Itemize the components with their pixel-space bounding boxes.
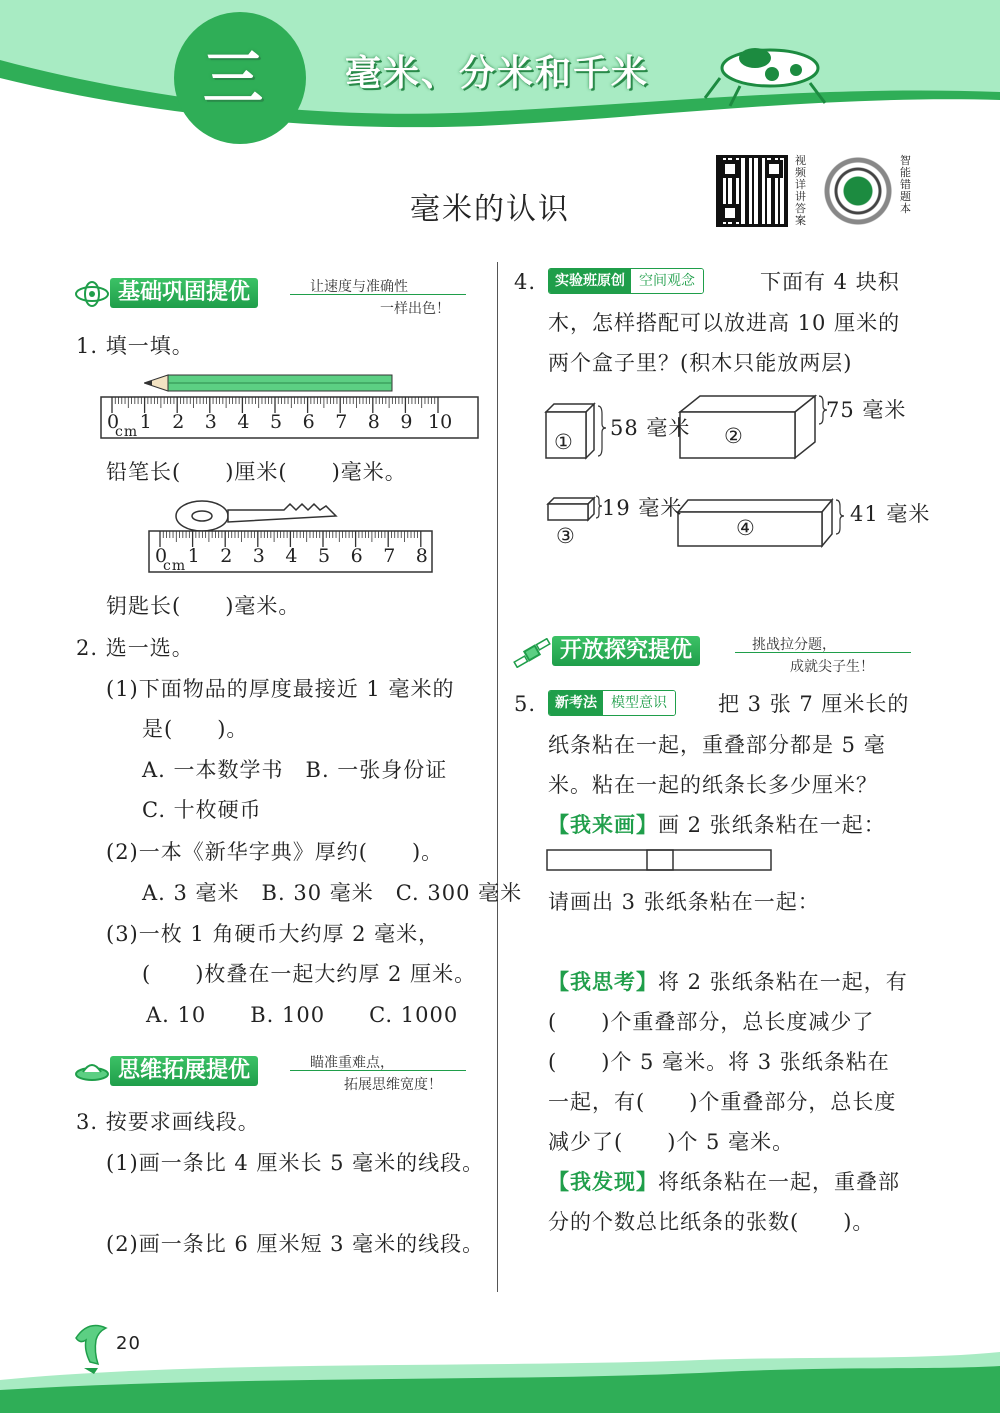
q2-p2: (2)一本《新华字典》厚约( )。: [106, 840, 444, 864]
ruler-unit: cm: [163, 558, 187, 574]
ruler-tick-label: 2: [220, 545, 233, 567]
q3-p2: (2)画一条比 6 厘米短 3 毫米的线段。: [106, 1232, 485, 1256]
ruler-tick-label: 6: [350, 545, 363, 567]
ruler-tick-label: 1: [139, 411, 152, 433]
block-2-label: ②: [724, 424, 744, 448]
q2-p3-options: A. 10 B. 100 C. 1000: [146, 1003, 459, 1027]
slogan-extend-2: 拓展思维宽度！: [344, 1077, 442, 1093]
q5-number: 5.: [514, 692, 537, 716]
q5-find-line2: 分的个数总比纸条的张数( )。: [548, 1210, 875, 1234]
chapter-title: 毫米、分米和千米: [345, 53, 650, 94]
q4-line2: 木，怎样搭配可以放进高 10 厘米的: [548, 311, 901, 335]
chapter-number: 三: [203, 44, 265, 114]
ruler-tick-label: 4: [237, 411, 250, 433]
q3-p1: (1)画一条比 4 厘米长 5 毫米的线段。: [106, 1151, 485, 1175]
q4-line1: 下面有 4 块积: [760, 270, 900, 294]
q5-line1: 把 3 张 7 厘米长的: [718, 692, 910, 716]
qr-code-mistakes[interactable]: [822, 155, 894, 227]
q2-title: 2. 选一选。: [76, 636, 194, 660]
q1-title: 1. 填一填。: [76, 334, 194, 358]
key-icon: [174, 498, 344, 534]
ruler-tick-label: 4: [285, 545, 298, 567]
block-3-label: ③: [556, 524, 576, 548]
slogan-basic-1: 让速度与准确性: [310, 279, 408, 295]
q2-p3-line2: ( )枚叠在一起大约厚 2 厘米。: [142, 962, 477, 986]
section-tag-basic: 基础巩固提优: [110, 278, 258, 308]
block-2-height: 75 毫米: [826, 398, 907, 422]
ruler-1: [100, 396, 480, 440]
block-1-height: 58 毫米: [610, 416, 691, 440]
qr-code-video[interactable]: [716, 155, 788, 227]
ruler-tick-label: 8: [367, 411, 380, 433]
section-tag-extend: 思维拓展提优: [110, 1056, 258, 1086]
think-label: 【我思考】: [548, 970, 658, 994]
ruler-tick-label: 2: [172, 411, 185, 433]
think-text-1: 将 2 张纸条粘在一起，有: [658, 970, 908, 994]
ruler-tick-label: 10: [428, 411, 453, 433]
key-length-line: 钥匙长( )毫米。: [106, 594, 301, 618]
q5-draw3-line: 请画出 3 张纸条粘在一起：: [548, 890, 820, 914]
draw-text: 画 2 张纸条粘在一起：: [658, 813, 886, 837]
q5-draw-line: [548, 811, 886, 839]
q5-line2: 纸条粘在一起，重叠部分都是 5 毫: [548, 733, 886, 757]
ruler-tick-label: 1: [187, 545, 200, 567]
block-4-label: ④: [736, 516, 756, 540]
q4-tag-b: 空间观念: [631, 269, 703, 293]
ruler-tick-label: 3: [204, 411, 217, 433]
spaceship-icon: [700, 28, 840, 108]
atom-icon: [74, 280, 110, 312]
satellite-icon: [512, 638, 552, 672]
q5-think-line1: [548, 968, 908, 996]
slogan-underline-2: [290, 1070, 466, 1071]
find-text-1: 将纸条粘在一起，重叠部: [658, 1170, 900, 1194]
pencil-length-line: 铅笔长( )厘米( )毫米。: [106, 460, 407, 484]
slogan-basic-2: 一样出色！: [380, 301, 450, 317]
qr2-caption: 智能错题本: [900, 154, 911, 215]
q5-think-line3: ( )个 5 毫米。将 3 张纸条粘在: [548, 1050, 890, 1074]
section-tag-explore: 开放探究提优: [552, 636, 700, 666]
ruler-tick-label: 0: [155, 545, 168, 567]
q2-p1-options-1: A. 一本数学书 B. 一张身份证: [142, 758, 448, 782]
q2-p1-line1: (1)下面物品的厚度最接近 1 毫米的: [106, 677, 455, 701]
q2-p3-line1: (3)一枚 1 角硬币大约厚 2 毫米，: [106, 922, 441, 946]
q5-find-line1: [548, 1168, 900, 1196]
block-3-height: 19 毫米: [602, 496, 683, 520]
q3-title: 3. 按要求画线段。: [76, 1110, 260, 1134]
q5-line3: 米。粘在一起的纸条长多少厘米？: [548, 773, 878, 797]
q2-p2-options: A. 3 毫米 B. 30 毫米 C. 300 毫米: [142, 881, 523, 905]
ruler-tick-label: 7: [335, 411, 348, 433]
q5-think-line5: 减少了( )个 5 毫米。: [548, 1130, 795, 1154]
slogan-underline-3: [735, 652, 911, 653]
ruler-tick-label: 8: [415, 545, 428, 567]
q2-p1-line2: 是( )。: [142, 717, 249, 741]
dolphin-icon: [68, 1318, 114, 1376]
find-label: 【我发现】: [548, 1170, 658, 1194]
q5-think-line4: 一起，有( )个重叠部分，总长度: [548, 1090, 897, 1114]
pencil-icon: [144, 372, 396, 394]
ruler-tick-label: 6: [302, 411, 315, 433]
ufo-icon: [74, 1058, 110, 1090]
slogan-extend-1: 瞄准重难点，: [310, 1055, 394, 1071]
q4-tag-a: 实验班原创: [549, 269, 631, 293]
q5-tag-b: 模型意识: [603, 691, 675, 715]
section-title: 毫米的认识: [410, 192, 570, 227]
ruler-tick-label: 3: [252, 545, 265, 567]
block-1-label: ①: [554, 430, 574, 454]
page-number: 20: [116, 1333, 141, 1354]
slogan-explore-1: 挑战拉分题，: [752, 637, 836, 653]
qr1-caption: 视频详讲答案: [795, 154, 806, 227]
q2-p1-options-2: C. 十枚硬币: [142, 798, 262, 822]
slogan-explore-2: 成就尖子生！: [790, 659, 874, 675]
q5-tag: [548, 690, 676, 716]
q5-tag-a: 新考法: [549, 691, 603, 715]
column-divider: [497, 262, 498, 1292]
q4-line3: 两个盒子里？(积木只能放两层): [548, 351, 853, 375]
ruler-tick-label: 7: [383, 545, 396, 567]
q5-think-line2: ( )个重叠部分，总长度减少了: [548, 1010, 875, 1034]
ruler-tick-label: 9: [400, 411, 413, 433]
draw-label: 【我来画】: [548, 813, 658, 837]
block-4-height: 41 毫米: [850, 502, 931, 526]
ruler-tick-label: 5: [318, 545, 331, 567]
footer-wave: [0, 1340, 1000, 1413]
slogan-underline: [290, 294, 466, 295]
q4-tag: [548, 268, 704, 294]
ruler-tick-label: 5: [270, 411, 283, 433]
q4-number: 4.: [514, 270, 537, 294]
ruler-tick-label: 0: [107, 411, 120, 433]
ruler-unit: cm: [115, 424, 139, 440]
two-strips-drawing: [546, 848, 774, 872]
